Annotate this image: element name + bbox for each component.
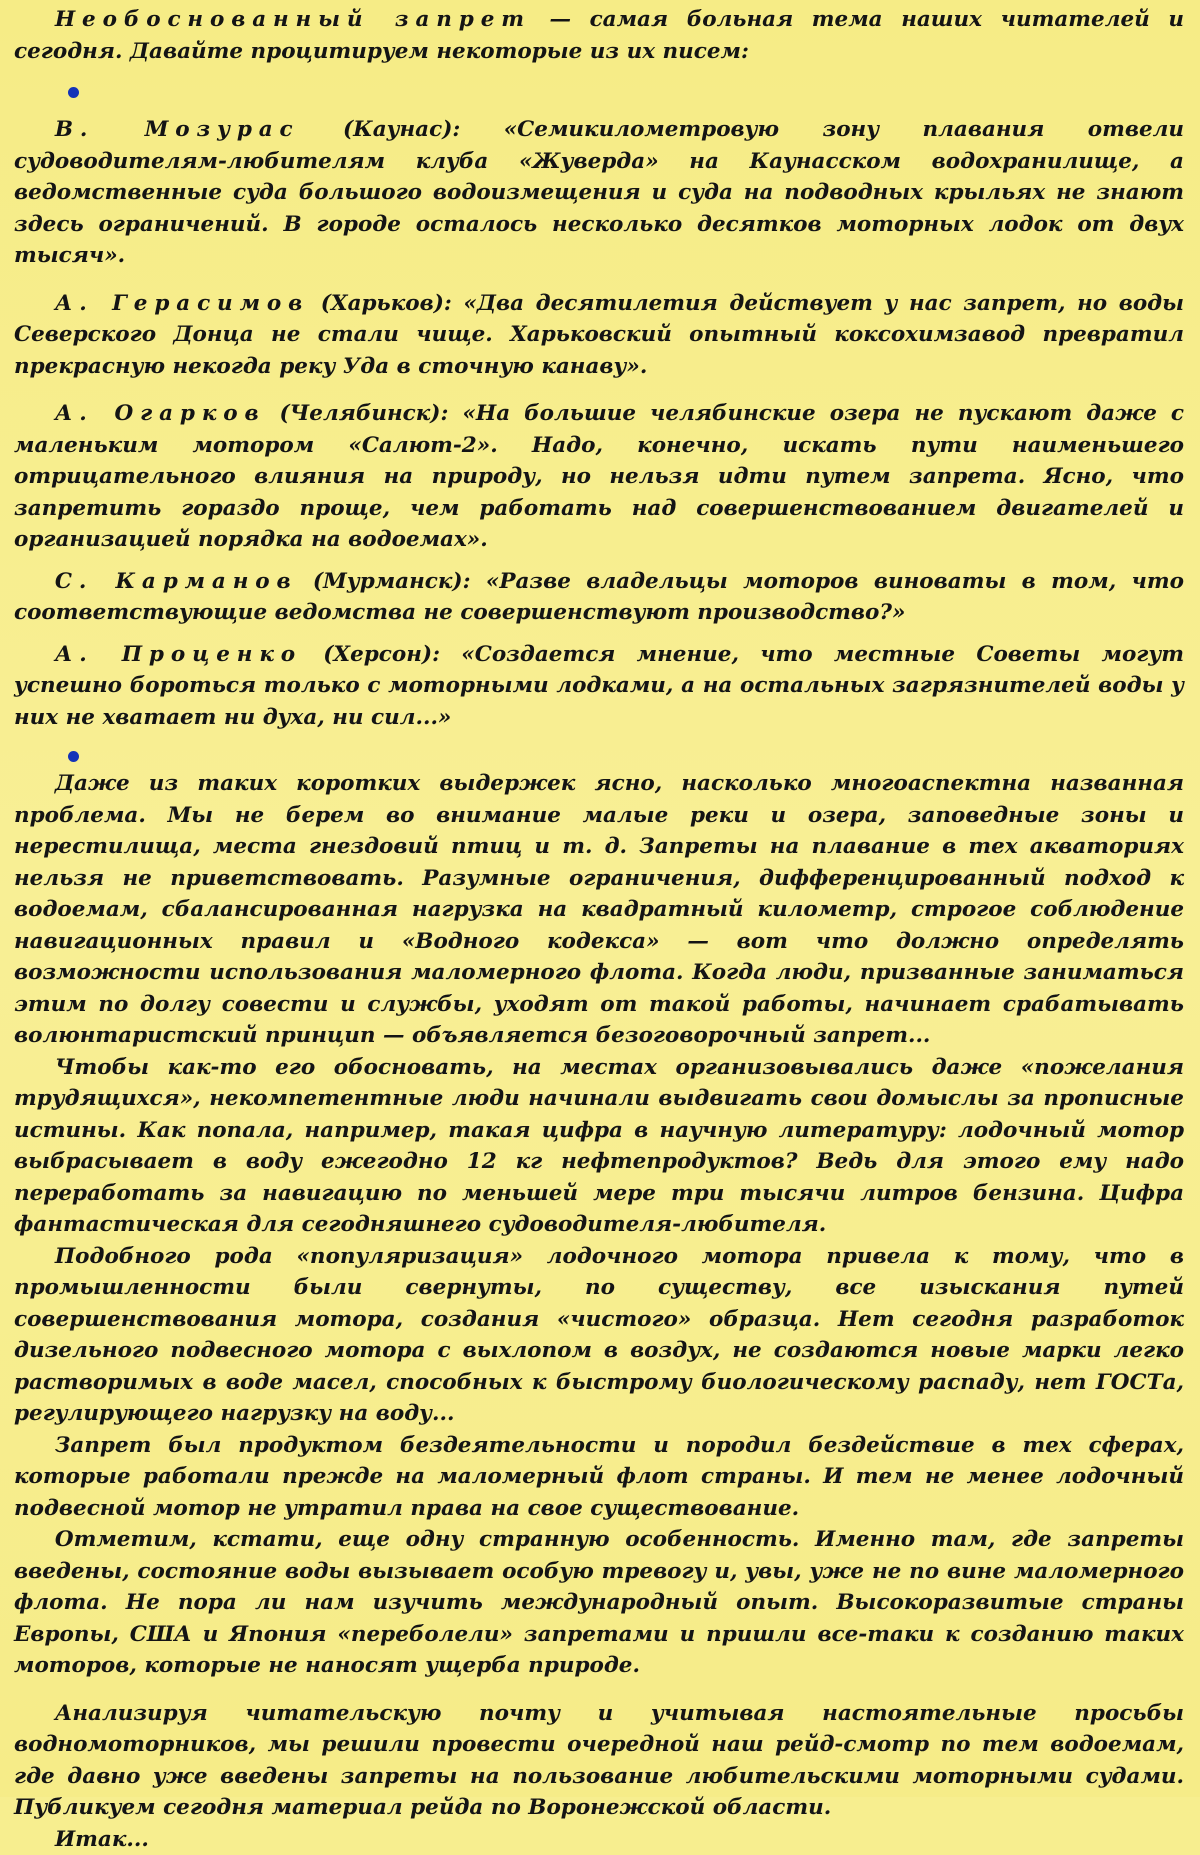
body-paragraph: Чтобы как-то его обосновать, на местах организовывались даже «пожелания трудящихся», некомпетентные люди начинали выдвигать свои домыслы за прописные истины. Как попала, например, такая цифра в научную литературу: лодочный мотор выбрасывает в воду ежегодно 12 кг нефтепродуктов? Ведь для этого ему надо переработать за навигацию по меньшей мере три тысячи литров бензина. Цифра фантастическая для сегодняшнего судоводителя-любителя. bbox=[14, 1052, 1184, 1241]
intro-paragraph bbox=[14, 4, 1184, 67]
bullet-dot-icon bbox=[68, 87, 79, 98]
body-paragraph: Запрет был продуктом бездеятельности и породил бездействие в тех сферах, которые работали прежде на маломерный флот страны. И тем не менее лодочный подвесной мотор не утратил права на свое существование. bbox=[14, 1430, 1184, 1525]
letter-author: А. Герасимов bbox=[55, 291, 309, 316]
closing-paragraph: Анализируя читательскую почту и учитывая настоятельные просьбы водномоторников, мы решили провести очередной наш рейд-смотр по тем водоемам, где давно уже введены запреты на пользование любительскими моторными судами. Публикуем сегодня материал рейда по Воронежской области. bbox=[14, 1698, 1184, 1824]
letter-paragraph bbox=[14, 398, 1184, 556]
letter-text: (Харьков): «Два десятилетия действует у нас запрет, но воды Северского Донца не стали чище. Харьковский опытный коксохимзавод превратил прекрасную некогда реку Уда в сточную канаву». bbox=[14, 291, 1184, 379]
letter-paragraph bbox=[14, 114, 1184, 272]
letter-text: (Херсон): «Создается мнение, что местные Советы могут успешно бороться только с моторными лодками, а на остальных загрязнителей воды у них не хватает ни духа, ни сил...» bbox=[14, 642, 1184, 730]
letter-paragraph bbox=[14, 639, 1184, 734]
letter-author: С. Карманов bbox=[55, 569, 298, 594]
body-paragraph: Даже из таких коротких выдержек ясно, насколько многоаспектна названная проблема. Мы не берем во внимание малые реки и озера, заповедные зоны и нерестилища, места гнездовий птиц и т. д. Запреты на плавание в тех акваториях нельзя не приветствовать. Разумные ограничения, дифференцированный подход к водоемам, сбалансированная нагрузка на квадратный километр, строгое соблюдение навигационных правил и «Водного кодекса» — вот что должно определять возможности использования маломерного флота. Когда люди, призванные заниматься этим по долгу совести и службы, уходят от такой работы, начинает срабатывать волюнтаристский принцип — объявляется безоговорочный запрет... bbox=[14, 768, 1184, 1052]
letter-author: А. Проценко bbox=[55, 642, 302, 667]
bullet-dot-icon bbox=[68, 751, 79, 762]
letter-author: А. Огарков bbox=[55, 401, 266, 426]
letter-text: (Челябинск): «На большие челябинские озера не пускают даже с маленьким мотором «Салют-2». Надо, конечно, искать пути наименьшего отрицательного влияния на природу, но нельзя идти путем запрета. Ясно, что запретить гораздо проще, чем работать над совершенствованием двигателей и организацией порядка на водоемах». bbox=[14, 401, 1184, 552]
letter-paragraph bbox=[14, 288, 1184, 383]
letter-paragraph bbox=[14, 566, 1184, 629]
letter-author: В. Мозурас bbox=[55, 117, 300, 142]
intro-text: — самая больная тема наших читателей и сегодня. Давайте процитируем некоторые из их писем: bbox=[14, 7, 1184, 64]
letter-text: (Каунас): «Семикилометровую зону плавания отвели судоводителям-любителям клуба «Жуверда» на Каунасском водохранилище, а ведомственные суда большого водоизмещения и суда на подводных крыльях не знают здесь ограничений. В городе осталось несколько десятков моторных лодок от двух тысяч». bbox=[14, 117, 1184, 268]
body-paragraph: Подобного рода «популяризация» лодочного мотора привела к тому, что в промышленности были свернуты, по существу, все изыскания путей совершенствования мотора, создания «чистого» образца. Нет сегодня разработок дизельного подвесного мотора с выхлопом в воздух, не создаются новые марки легко растворимых в воде масел, способных к быстрому биологическому распаду, нет ГОСТа, регулирующего нагрузку на воду... bbox=[14, 1241, 1184, 1430]
closing-final-line: Итак... bbox=[14, 1824, 1184, 1855]
intro-heading-phrase: Необоснованный запрет bbox=[55, 7, 531, 32]
body-paragraph: Отметим, кстати, еще одну странную особенность. Именно там, где запреты введены, состояние воды вызывает особую тревогу и, увы, уже не по вине маломерного флота. Не пора ли нам изучить международный опыт. Высокоразвитые страны Европы, США и Япония «переболели» запретами и пришли все-таки к созданию таких моторов, которые не наносят ущерба природе. bbox=[14, 1524, 1184, 1682]
letter-text: (Мурманск): «Разве владельцы моторов виноваты в том, что соответствующие ведомства не совершенствуют производство?» bbox=[14, 569, 1184, 626]
